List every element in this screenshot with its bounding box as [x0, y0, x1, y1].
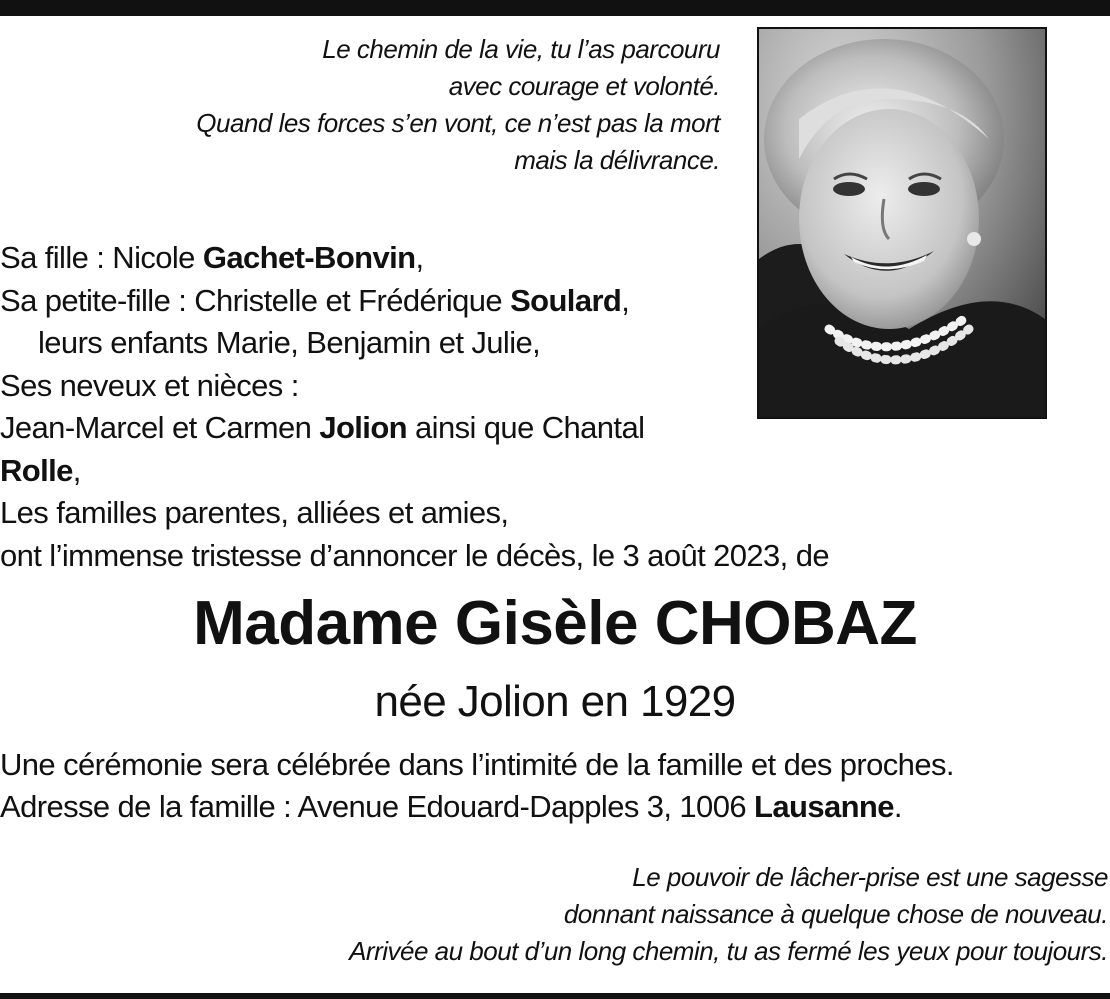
quote-line: Quand les forces s’en vont, ce n’est pas la mort — [196, 108, 720, 138]
surname: Jolion — [319, 410, 407, 445]
quote-line: avec courage et volonté. — [448, 71, 720, 101]
text: , — [621, 282, 630, 318]
family-announcement — [0, 237, 829, 577]
city: Lausanne — [754, 789, 894, 824]
quote-line: Le chemin de la vie, tu l’as parcouru — [322, 34, 720, 64]
text: , — [415, 240, 424, 275]
bottom-rule — [0, 993, 1110, 999]
deceased-born: née Jolion en 1929 — [374, 677, 736, 726]
ceremony-info — [0, 744, 954, 828]
text: Jean-Marcel et Carmen — [0, 410, 320, 445]
opening-quote — [196, 31, 720, 179]
ceremony-line: Une cérémonie sera célébrée dans l’intimité de la famille et des proches. — [0, 747, 954, 782]
family-line-nephews: Ses neveux et nièces : — [0, 367, 299, 403]
surname: Gachet-Bonvin — [202, 240, 416, 275]
text: , — [72, 452, 81, 488]
text: . — [893, 789, 902, 824]
text: Adresse de la famille : Avenue Edouard-Dapples 3, 1006 — [0, 789, 754, 824]
family-address — [0, 786, 954, 828]
family-line-granddaughter — [0, 280, 829, 323]
quote-line: donnant naissance à quelque chose de nouveau. — [563, 899, 1108, 929]
family-line-families: Les familles parentes, alliées et amies, — [0, 495, 509, 530]
family-line-chantal — [0, 450, 829, 493]
quote-line: Arrivée au bout d’un long chemin, tu as fermé les yeux pour toujours. — [349, 936, 1108, 966]
family-line-nephews-names — [0, 407, 829, 450]
surname: Rolle — [0, 452, 73, 488]
family-line-announce: ont l’immense tristesse d’annoncer le décès, le 3 août 2023, de — [0, 537, 829, 573]
surname: Soulard — [510, 282, 622, 318]
quote-line: mais la délivrance. — [514, 145, 720, 175]
family-line-children: leurs enfants Marie, Benjamin et Julie, — [38, 325, 541, 360]
deceased-name: Madame Gisèle CHOBAZ — [193, 589, 917, 658]
family-line-daughter — [0, 237, 829, 280]
closing-quote — [349, 859, 1108, 970]
top-rule — [0, 0, 1110, 16]
quote-line: Le pouvoir de lâcher-prise est une sagesse — [632, 862, 1108, 892]
text: Sa petite-fille : Christelle et Frédérique — [0, 282, 511, 318]
text: Sa fille : Nicole — [0, 240, 203, 275]
text: ainsi que Chantal — [407, 410, 645, 445]
